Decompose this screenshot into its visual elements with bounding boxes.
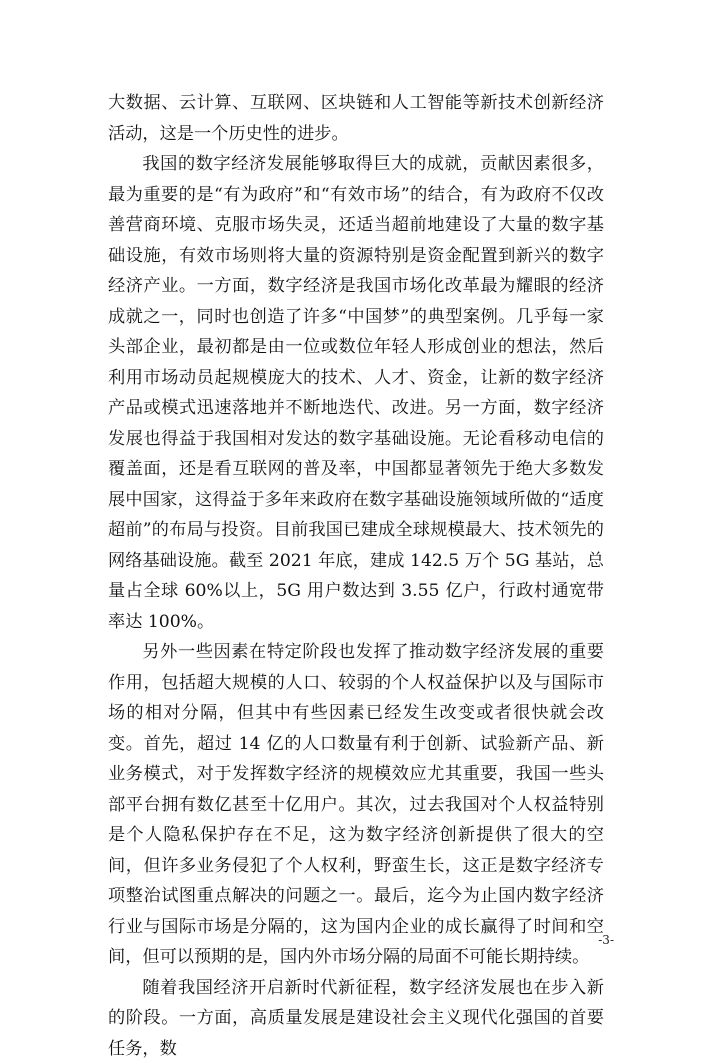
paragraph-1: 大数据、云计算、互联网、区块链和人工智能等新技术创新经济活动，这是一个历史性的进步。 [108, 88, 604, 149]
paragraph-2: 我国的数字经济发展能够取得巨大的成就，贡献因素很多，最为重要的是“有为政府”和“有效市场”的结合，有为政府不仅改善营商环境、克服市场失灵，还适当超前地建设了大量的数字基础设施，有效市场则将大量的资源特别是资金配置到新兴的数字经济产业。一方面，数字经济是我国市场化改革最为耀眼的经济成就之一，同时也创造了许多“中国梦”的典型案例。几乎每一家头部企业，最初都是由一位或数位年轻人形成创业的想法，然后利用市场动员起规模庞大的技术、人才、资金，让新的数字经济产品或模式迅速落地并不断地迭代、改进。另一方面，数字经济发展也得益于我国相对发达的数字基础设施。无论看移动电信的覆盖面，还是看互联网的普及率，中国都显著领先于绝大多数发展中国家，这得益于多年来政府在数字基础设施领域所做的“适度超前”的布局与投资。目前我国已建成全球规模最大、技术领先的网络基础设施。截至 2021 年底，建成 142.5 万个 5G 基站，总量占全球 60%以上，5G 用户数达到 3.55 亿户，行政村通宽带率达 100%。 [108, 149, 604, 637]
paragraph-3: 另外一些因素在特定阶段也发挥了推动数字经济发展的重要作用，包括超大规模的人口、较弱的个人权益保护以及与国际市场的相对分隔，但其中有些因素已经发生改变或者很快就会改变。首先，超过 14 亿的人口数量有利于创新、试验新产品、新业务模式，对于发挥数字经济的规模效应尤其重要，我国一些头部平台拥有数亿甚至十亿用户。其次，过去我国对个人权益特别是个人隐私保护存在不足，这为数字经济创新提供了很大的空间，但许多业务侵犯了个人权利，野蛮生长，这正是数字经济专项整治试图重点解决的问题之一。最后，迄今为止国内数字经济行业与国际市场是分隔的，这为国内企业的成长赢得了时间和空间，但可以预期的是，国内外市场分隔的局面不可能长期持续。 [108, 637, 604, 973]
paragraph-4: 随着我国经济开启新时代新征程，数字经济发展也在步入新的阶段。一方面，高质量发展是建设社会主义现代化强国的首要任务，数 [108, 973, 604, 1064]
document-body [108, 88, 604, 1064]
page-number: -3- [598, 933, 614, 947]
